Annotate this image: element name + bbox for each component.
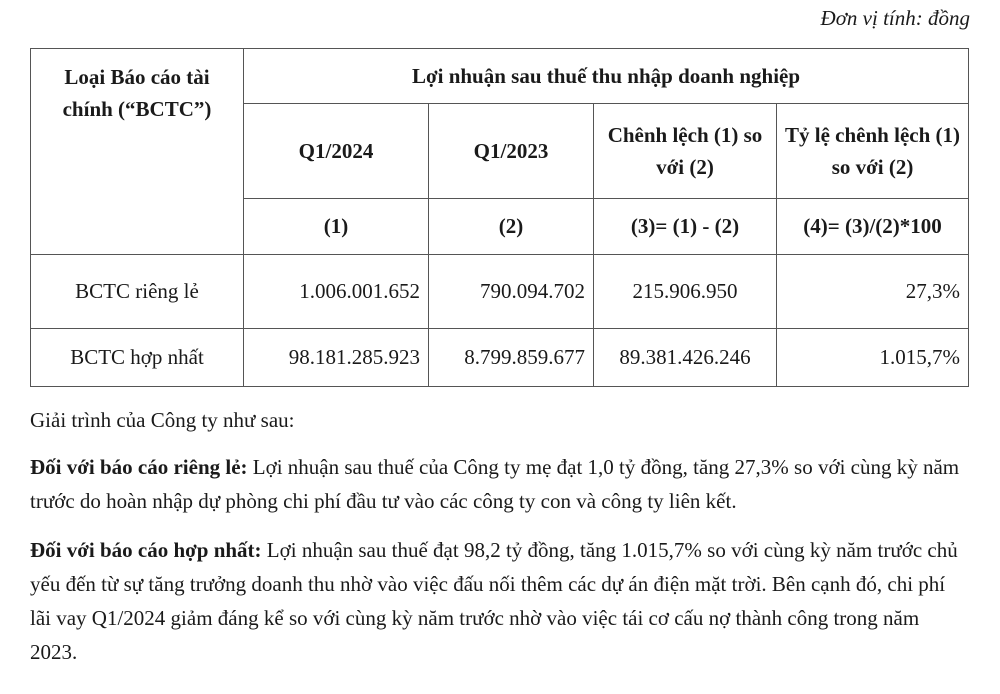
paragraph-body: Lợi nhuận sau thuế đạt 98,2 tỷ đồng, tăng 1.015,7% so với cùng kỳ năm trước chủ yếu đến từ sự tăng trưởng doanh thu nhờ vào việc đấu nối thêm các dự án điện mặt trời. Bên cạnh đó, chi phí lãi vay Q1/2024 giảm đáng kể so với cùng kỳ năm trước nhờ vào việc tái cơ cấu nợ thành công trong năm 2023.: [30, 538, 958, 664]
separate-report-paragraph: [30, 450, 970, 518]
table-row: [31, 255, 969, 329]
table-cell: 1.015,7%: [777, 329, 969, 387]
table-cell: 1.006.001.652: [244, 255, 429, 329]
paragraph-body: Lợi nhuận sau thuế của Công ty mẹ đạt 1,0 tỷ đồng, tăng 27,3% so với cùng kỳ năm trước do hoàn nhập dự phòng chi phí đầu tư vào các công ty con và công ty liên kết.: [30, 455, 960, 513]
table-row: [31, 329, 969, 387]
row-label: BCTC hợp nhất: [31, 329, 244, 387]
table-cell: 8.799.859.677: [429, 329, 594, 387]
table-cell: 790.094.702: [429, 255, 594, 329]
column-header: Q1/2023: [429, 104, 594, 199]
table-cell: 215.906.950: [594, 255, 777, 329]
formula-header: (4)= (3)/(2)*100: [777, 199, 969, 255]
profit-table: [30, 48, 969, 387]
report-type-header: Loại Báo cáo tài chính (“BCTC”): [31, 49, 244, 255]
paragraph-title: Đối với báo cáo hợp nhất:: [30, 538, 262, 562]
table-cell: 89.381.426.246: [594, 329, 777, 387]
formula-header: (2): [429, 199, 594, 255]
paragraph-title: Đối với báo cáo riêng lẻ:: [30, 455, 248, 479]
consolidated-report-paragraph: [30, 533, 970, 669]
formula-header: (3)= (1) - (2): [594, 199, 777, 255]
unit-note: Đơn vị tính: đồng: [820, 6, 970, 30]
table-cell: 98.181.285.923: [244, 329, 429, 387]
formula-header: (1): [244, 199, 429, 255]
column-header: Tỷ lệ chênh lệch (1) so với (2): [777, 104, 969, 199]
column-header: Chênh lệch (1) so với (2): [594, 104, 777, 199]
table-cell: 27,3%: [777, 255, 969, 329]
intro-text: Giải trình của Công ty như sau:: [30, 408, 295, 432]
group-header: Lợi nhuận sau thuế thu nhập doanh nghiệp: [244, 49, 969, 104]
column-header: Q1/2024: [244, 104, 429, 199]
row-label: BCTC riêng lẻ: [31, 255, 244, 329]
